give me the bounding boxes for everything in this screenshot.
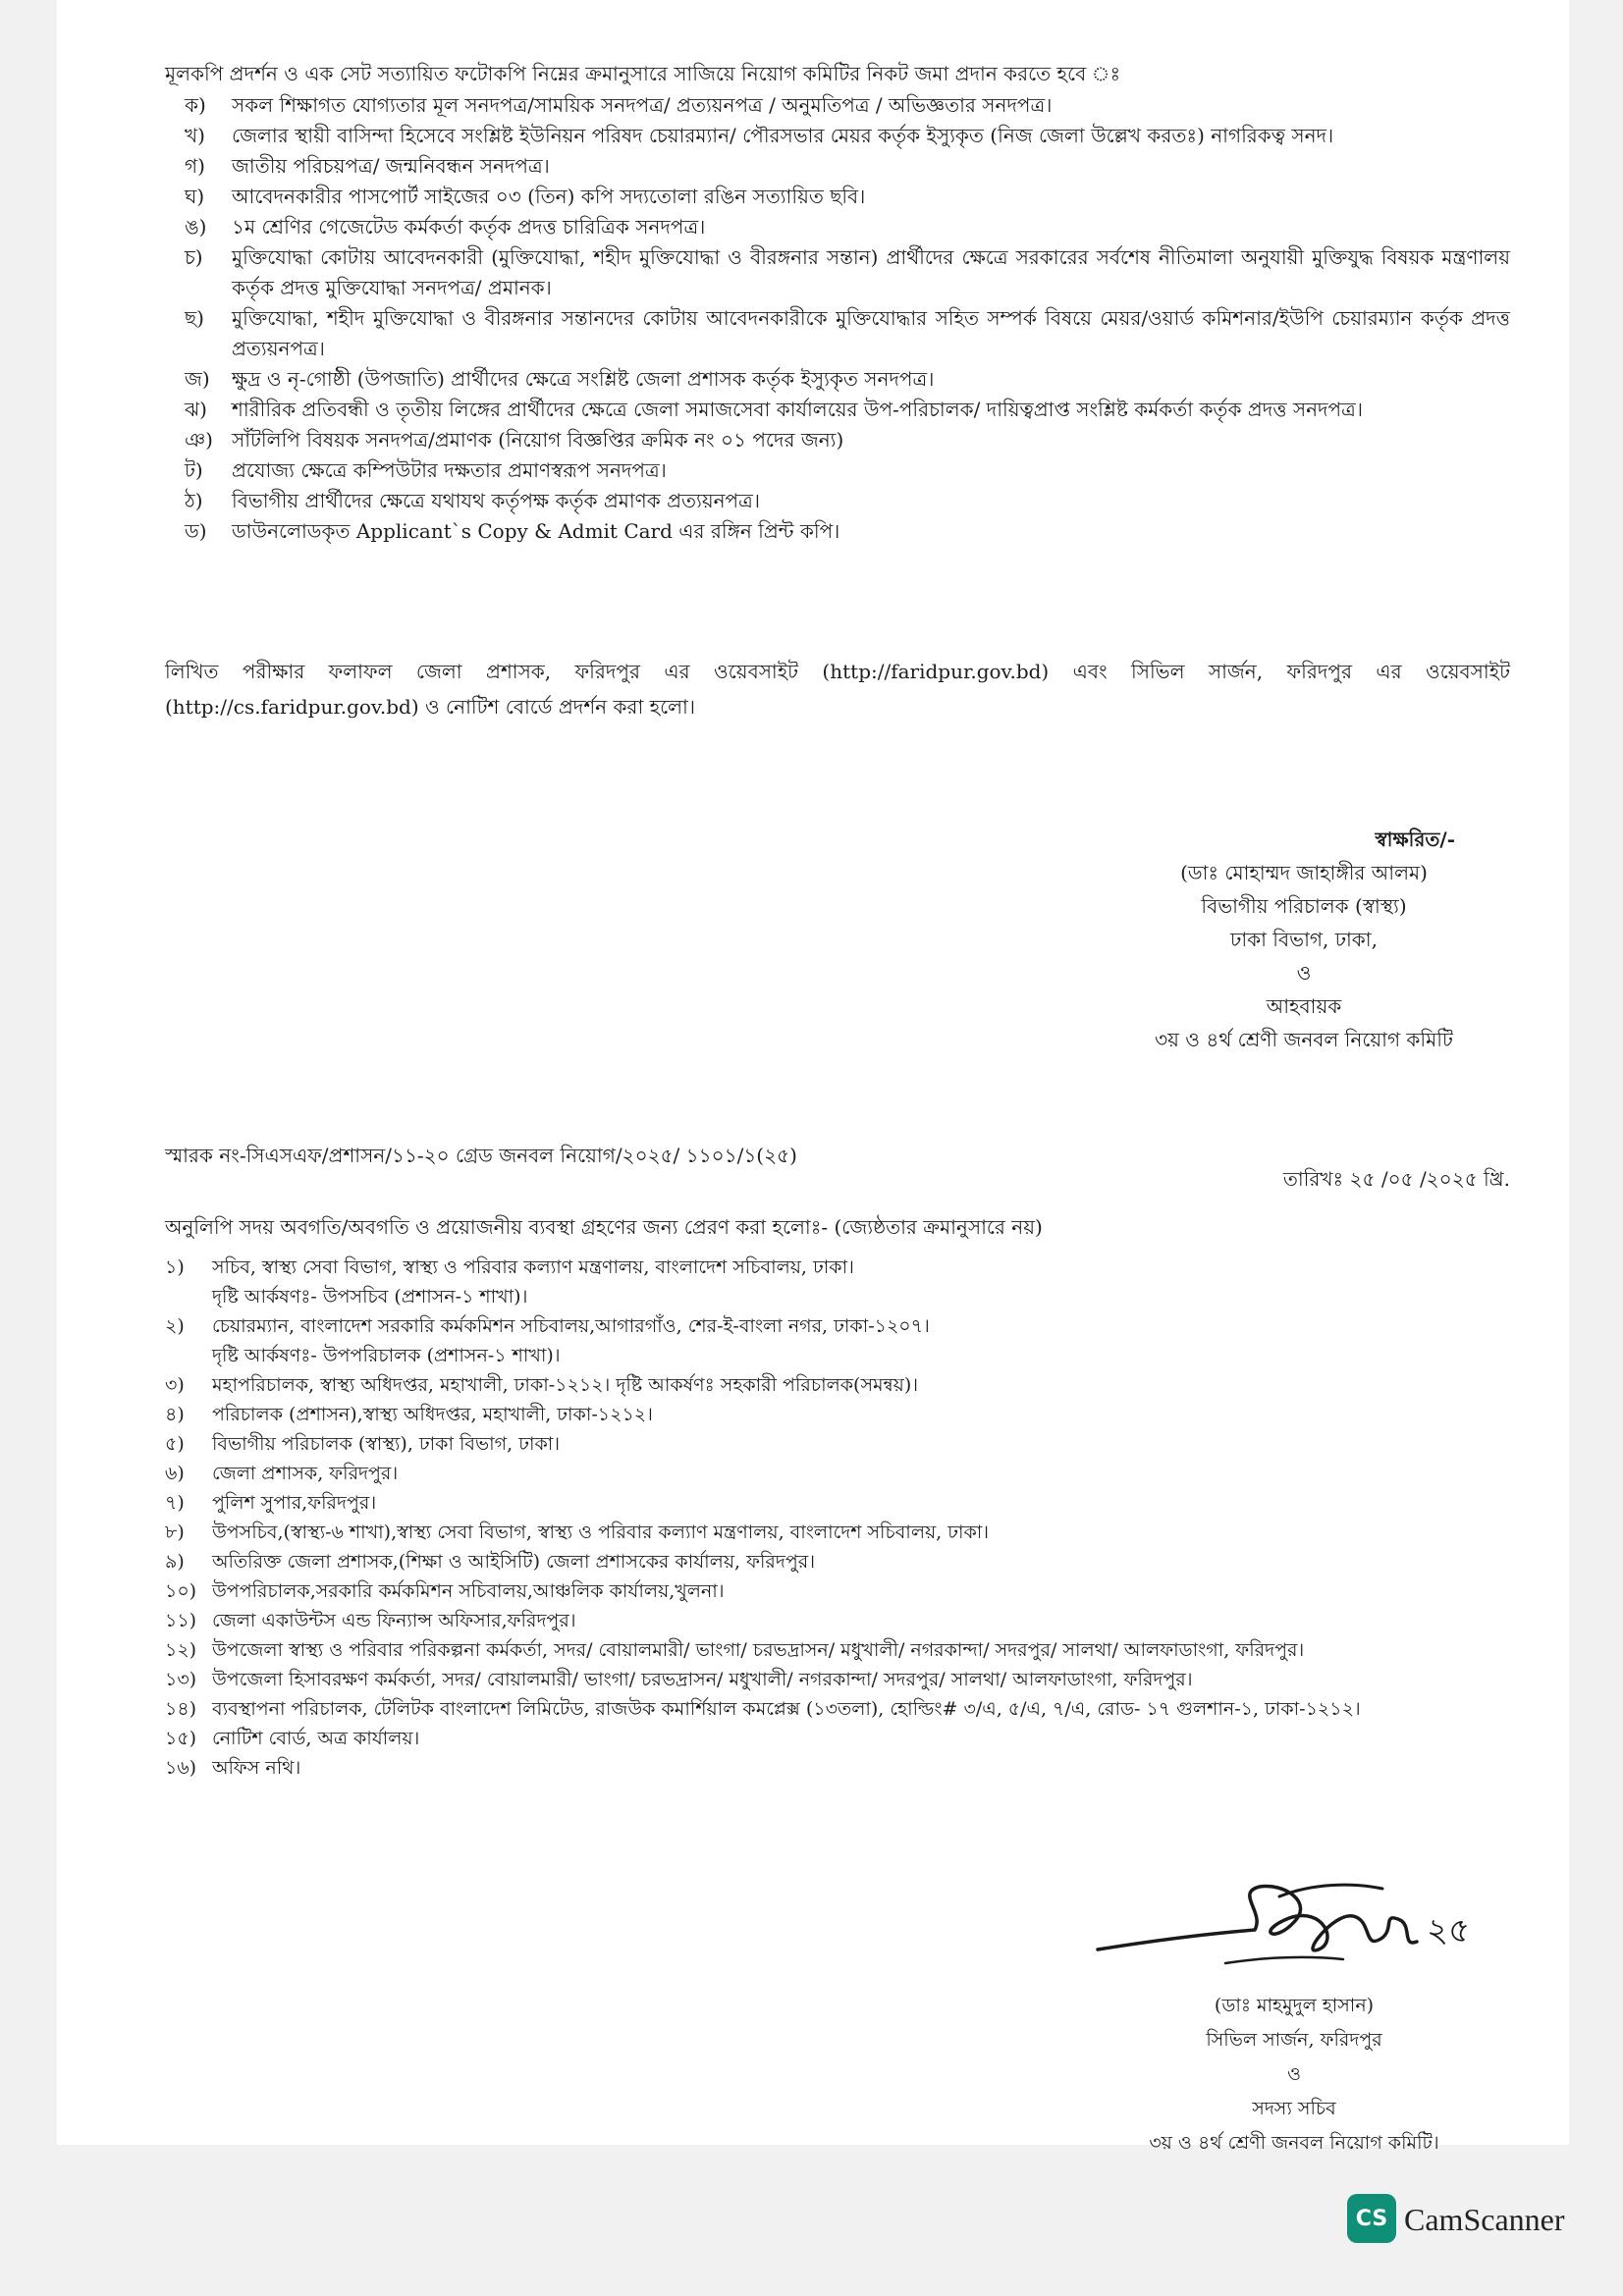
list-text: ডাউনলোডকৃত Applicant`s Copy & Admit Card এর রঙ্গিন প্রিন্ট কপি। bbox=[232, 519, 840, 543]
list-text: ক্ষুদ্র ও নৃ-গোষ্ঠী (উপজাতি) প্রার্থীদের ক্ষেত্রে সংশ্লিষ্ট জেলা প্রশাসক কর্তৃক ইস্যুকৃত সনদপত্র। bbox=[232, 367, 935, 391]
signatory-role: সদস্য সচিব bbox=[1252, 2098, 1336, 2119]
list-item bbox=[165, 1606, 1510, 1635]
list-marker: ২) bbox=[165, 1315, 185, 1337]
list-text: জেলা প্রশাসক, ফরিদপুর। bbox=[212, 1463, 399, 1484]
list-text: ব্যবস্থাপনা পরিচালক, টেলিটক বাংলাদেশ লিমিটেড, রাজউক কমার্শিয়াল কমপ্লেক্স (১৩তলা), হোল্ডিং# ৩/এ, ৫/এ, ৭/এ, রোড- ১৭ গুলশান-১, ঢাকা-১২১২। bbox=[212, 1698, 1361, 1720]
list-item bbox=[165, 1753, 1510, 1783]
list-text: উপপরিচালক,সরকারি কর্মকমিশন সচিবালয়,আঞ্চলিক কার্যালয়,খুলনা। bbox=[212, 1580, 725, 1602]
signatory-role: আহবায়ক bbox=[1266, 994, 1342, 1018]
list-item bbox=[165, 151, 1510, 182]
list-marker: ৬) bbox=[165, 1463, 185, 1484]
signature-block-member-secretary bbox=[1088, 1873, 1500, 2161]
list-marker: ঞ) bbox=[185, 428, 213, 452]
list-item bbox=[165, 1518, 1510, 1547]
memo-row bbox=[165, 1142, 1510, 1201]
list-item bbox=[165, 1311, 1510, 1370]
list-text: পরিচালক (প্রশাসন),স্বাস্থ্য অধিদপ্তর, মহাখালী, ঢাকা-১২১২। bbox=[212, 1404, 653, 1425]
signatory-conjunction: ও bbox=[1287, 2063, 1301, 2085]
signature-date: ২৫ bbox=[1427, 1911, 1471, 1950]
list-marker: ৪) bbox=[165, 1404, 185, 1425]
signatory-committee: ৩য় ও ৪র্থ শ্রেণী জনবল নিয়োগ কমিটি। bbox=[1149, 2132, 1439, 2154]
list-item bbox=[165, 1429, 1510, 1459]
list-text: ১ম শ্রেণির গেজেটেড কর্মকর্তা কর্তৃক প্রদত্ত চারিত্রিক সনদপত্র। bbox=[232, 215, 706, 239]
list-item bbox=[165, 1724, 1510, 1753]
list-text: জেলা একাউন্টস এন্ড ফিন্যান্স অফিসার,ফরিদপুর। bbox=[212, 1610, 576, 1631]
list-text: মুক্তিযোদ্ধা, শহীদ মুক্তিযোদ্ধা ও বীরঙ্গনার সন্তানদের কোটায় আবেদনকারীকে মুক্তিযোদ্ধার সহিত সম্পর্ক বিষয়ে মেয়র/ওয়ার্ড কমিশনার/ইউপি চেয়ারম্যান কর্তৃক প্রদত্ত প্রত্যয়নপত্র। bbox=[232, 306, 1510, 360]
list-marker: গ) bbox=[185, 154, 205, 178]
list-text: মহাপরিচালক, স্বাস্থ্য অধিদপ্তর, মহাখালী, ঢাকা-১২১২। দৃষ্টি আকর্ষণঃ সহকারী পরিচালক(সমন্বয়)। bbox=[212, 1374, 919, 1396]
list-marker: ঘ) bbox=[185, 185, 205, 208]
memo-number: স্মারক নং-সিএসএফ/প্রশাসন/১১-২০ গ্রেড জনবল নিয়োগ/২০২৫/ ১১০১/১(২৫) bbox=[165, 1144, 797, 1167]
list-item bbox=[165, 121, 1510, 151]
handwritten-signature bbox=[1088, 1873, 1500, 1981]
list-marker: ছ) bbox=[185, 306, 204, 330]
list-text: সকল শিক্ষাগত যোগ্যতার মূল সনদপত্র/সাময়িক সনদপত্র/ প্রত্যয়নপত্র / অনুমতিপত্র / অভিজ্ঞতার সনদপত্র। bbox=[232, 93, 1053, 117]
list-marker: খ) bbox=[185, 124, 205, 147]
recipient-text: চেয়ারম্যান, বাংলাদেশ সরকারি কর্মকমিশন সচিবালয়,আগারগাঁও, শের-ই-বাংলা নগর, ঢাকা-১২০৭। bbox=[212, 1315, 930, 1337]
list-marker: ৩) bbox=[165, 1374, 185, 1396]
list-item bbox=[165, 1459, 1510, 1488]
list-marker: ড) bbox=[185, 519, 207, 543]
list-item bbox=[165, 364, 1510, 395]
camscanner-watermark-text: CamScanner bbox=[1404, 2202, 1565, 2237]
signatory-title: বিভাগীয় পরিচালক (স্বাস্থ্য) bbox=[1201, 894, 1407, 918]
list-text: অতিরিক্ত জেলা প্রশাসক,(শিক্ষা ও আইসিটি) জেলা প্রশাসকের কার্যালয়, ফরিদপুর। bbox=[212, 1551, 815, 1573]
list-item bbox=[165, 182, 1510, 212]
list-item bbox=[165, 1400, 1510, 1429]
signatory-name: (ডাঃ মাহমুদুল হাসান) bbox=[1214, 1995, 1375, 2016]
list-text: বিভাগীয় প্রার্থীদের ক্ষেত্রে যথাযথ কর্তৃপক্ষ কর্তৃক প্রমাণক প্রত্যয়নপত্র। bbox=[232, 489, 760, 512]
list-marker: ১৫) bbox=[165, 1728, 197, 1749]
list-text: জেলার স্থায়ী বাসিন্দা হিসেবে সংশ্লিষ্ট ইউনিয়ন পরিষদ চেয়ারম্যান/ পৌরসভার মেয়র কর্তৃক ইস্যুকৃত (নিজ জেলা উল্লেখ করতঃ) নাগরিকত্ব সনদ। bbox=[232, 124, 1334, 147]
list-item bbox=[165, 1488, 1510, 1518]
signatory-conjunction: ও bbox=[1296, 961, 1312, 985]
list-text bbox=[212, 1253, 1510, 1311]
document-body bbox=[165, 57, 1510, 2154]
list-marker: ১৬) bbox=[165, 1757, 197, 1779]
list-text: আবেদনকারীর পাসপোর্ট সাইজের ০৩ (তিন) কপি সদ্যতোলা রঙিন সত্যায়িত ছবি। bbox=[232, 185, 866, 208]
list-text: শারীরিক প্রতিবন্ধী ও তৃতীয় লিঙ্গের প্রার্থীদের ক্ষেত্রে জেলা সমাজসেবা কার্যালয়ের উপ-পরিচালক/ দায়িত্বপ্রাপ্ত সংশ্লিষ্ট কর্মকর্তা কর্তৃক প্রদত্ত সনদপত্র। bbox=[232, 398, 1363, 421]
result-notice: লিখিত পরীক্ষার ফলাফল জেলা প্রশাসক, ফরিদপুর এর ওয়েবসাইট (http://faridpur.gov.bd) এবং সিভিল সার্জন, ফরিদপুর এর ওয়েবসাইট (http://cs.faridpur.gov.bd) ও নোটিশ বোর্ডে প্রদর্শন করা হলো। bbox=[165, 660, 1510, 719]
copy-intro: অনুলিপি সদয় অবগতি/অবগতি ও প্রয়োজনীয় ব্যবস্থা গ্রহণের জন্য প্রেরণ করা হলোঃ- (জ্যেষ্ঠতার ক্রমানুসারে নয়) bbox=[165, 1215, 1043, 1239]
copy-list bbox=[165, 1253, 1510, 1783]
list-marker: জ) bbox=[185, 367, 210, 391]
list-marker: ঝ) bbox=[185, 398, 207, 421]
intro-text: মূলকপি প্রদর্শন ও এক সেট সত্যায়িত ফটোকপি নিম্নের ক্রমানুসারে সাজিয়ে নিয়োগ কমিটির নিকট জমা প্রদান করতে হবে ঃ bbox=[165, 62, 1121, 85]
recipient-text: সচিব, স্বাস্থ্য সেবা বিভাগ, স্বাস্থ্য ও পরিবার কল্যাণ মন্ত্রণালয়, বাংলাদেশ সচিবালয়, ঢাকা। bbox=[212, 1256, 854, 1278]
document-page bbox=[57, 0, 1569, 2154]
list-text: উপসচিব,(স্বাস্থ্য-৬ শাখা),স্বাস্থ্য সেবা বিভাগ, স্বাস্থ্য ও পরিবার কল্যাণ মন্ত্রণালয়, বাংলাদেশ সচিবালয়, ঢাকা। bbox=[212, 1522, 990, 1543]
list-marker: ৯) bbox=[165, 1551, 185, 1573]
signatory-committee: ৩য় ও ৪র্থ শ্রেণী জনবল নিয়োগ কমিটি bbox=[1155, 1028, 1453, 1051]
list-item bbox=[165, 1665, 1510, 1694]
list-item bbox=[165, 516, 1510, 547]
list-marker: চ) bbox=[185, 245, 203, 269]
list-text: প্রযোজ্য ক্ষেত্রে কম্পিউটার দক্ষতার প্রমাণস্বরূপ সনদপত্র। bbox=[232, 458, 667, 482]
list-text: জাতীয় পরিচয়পত্র/ জন্মনিবন্ধন সনদপত্র। bbox=[232, 154, 550, 178]
list-item bbox=[165, 1253, 1510, 1311]
list-marker: ১২) bbox=[165, 1639, 197, 1661]
list-item bbox=[165, 212, 1510, 242]
signature-block-convener bbox=[1098, 823, 1510, 1056]
list-text bbox=[212, 1311, 1510, 1370]
list-text: সাঁটলিপি বিষয়ক সনদপত্র/প্রমাণক (নিয়োগ বিজ্ঞপ্তির ক্রমিক নং ০১ পদের জন্য) bbox=[232, 428, 844, 452]
signatory-title: সিভিল সার্জন, ফরিদপুর bbox=[1206, 2029, 1382, 2051]
list-marker: ১০) bbox=[165, 1580, 197, 1602]
list-item bbox=[165, 90, 1510, 121]
list-item bbox=[165, 486, 1510, 516]
list-marker: ৭) bbox=[165, 1492, 185, 1514]
list-item bbox=[165, 425, 1510, 455]
list-marker: ক) bbox=[185, 93, 206, 117]
list-item bbox=[165, 303, 1510, 364]
attention-text: দৃষ্টি আর্কষণঃ- উপসচিব (প্রশাসন-১ শাখা)। bbox=[212, 1286, 528, 1308]
list-item bbox=[165, 1635, 1510, 1665]
list-text: উপজেলা হিসাবরক্ষণ কর্মকর্তা, সদর/ বোয়ালমারী/ ভাংগা/ চরভদ্রাসন/ মধুখালী/ নগরকান্দা/ সদরপুর/ সালথা/ আলফাডাংগা, ফরিদপুর। bbox=[212, 1669, 1193, 1690]
list-marker: ৫) bbox=[165, 1433, 185, 1455]
list-marker: ১৪) bbox=[165, 1698, 197, 1720]
signatory-name: (ডাঃ মোহাম্মদ জাহাঙ্গীর আলম) bbox=[1180, 861, 1428, 884]
list-marker: ১১) bbox=[165, 1610, 197, 1631]
requirements-list bbox=[165, 90, 1510, 547]
list-marker: ঠ) bbox=[185, 489, 203, 512]
list-marker: ১৩) bbox=[165, 1669, 197, 1690]
list-marker: ট) bbox=[185, 458, 203, 482]
list-marker: ১) bbox=[165, 1256, 185, 1278]
list-text: বিভাগীয় পরিচালক (স্বাস্থ্য), ঢাকা বিভাগ, ঢাকা। bbox=[212, 1433, 561, 1455]
memo-date: তারিখঃ ২৫ /০৫ /২০২৫ খ্রি. bbox=[1282, 1167, 1510, 1191]
camscanner-logo-icon: CS bbox=[1347, 2194, 1396, 2243]
list-text: অফিস নথি। bbox=[212, 1757, 301, 1779]
list-item bbox=[165, 1694, 1510, 1724]
list-marker: ঙ) bbox=[185, 215, 207, 239]
list-text: মুক্তিযোদ্ধা কোটায় আবেদনকারী (মুক্তিযোদ্ধা, শহীদ মুক্তিযোদ্ধা ও বীরঙ্গনার সন্তান) প্রার্থীদের ক্ষেত্রে সরকারের সর্বশেষ নীতিমালা অনুযায়ী মুক্তিযুদ্ধ বিষয়ক মন্ত্রণালয় কর্তৃক প্রদত্ত মুক্তিযোদ্ধা সনদপত্র/ প্রমানক। bbox=[232, 245, 1510, 299]
list-item bbox=[165, 395, 1510, 425]
signatory-office: ঢাকা বিভাগ, ঢাকা, bbox=[1230, 928, 1378, 951]
list-item bbox=[165, 455, 1510, 486]
list-text: পুলিশ সুপার,ফরিদপুর। bbox=[212, 1492, 377, 1514]
list-text: নোটিশ বোর্ড, অত্র কার্যালয়। bbox=[212, 1728, 420, 1749]
signed-label: স্বাক্ষরিত/- bbox=[1375, 828, 1455, 851]
list-item bbox=[165, 1547, 1510, 1576]
list-item bbox=[165, 1370, 1510, 1400]
list-item bbox=[165, 1576, 1510, 1606]
attention-text: দৃষ্টি আর্কষণঃ- উপপরিচালক (প্রশাসন-১ শাখা)। bbox=[212, 1345, 561, 1366]
list-item bbox=[165, 242, 1510, 303]
list-marker: ৮) bbox=[165, 1522, 185, 1543]
list-text: উপজেলা স্বাস্থ্য ও পরিবার পরিকল্পনা কর্মকর্তা, সদর/ বোয়ালমারী/ ভাংগা/ চরভদ্রাসন/ মধুখালী/ নগরকান্দা/ সদরপুর/ সালথা/ আলফাডাংগা, ফরিদপুর। bbox=[212, 1639, 1305, 1661]
